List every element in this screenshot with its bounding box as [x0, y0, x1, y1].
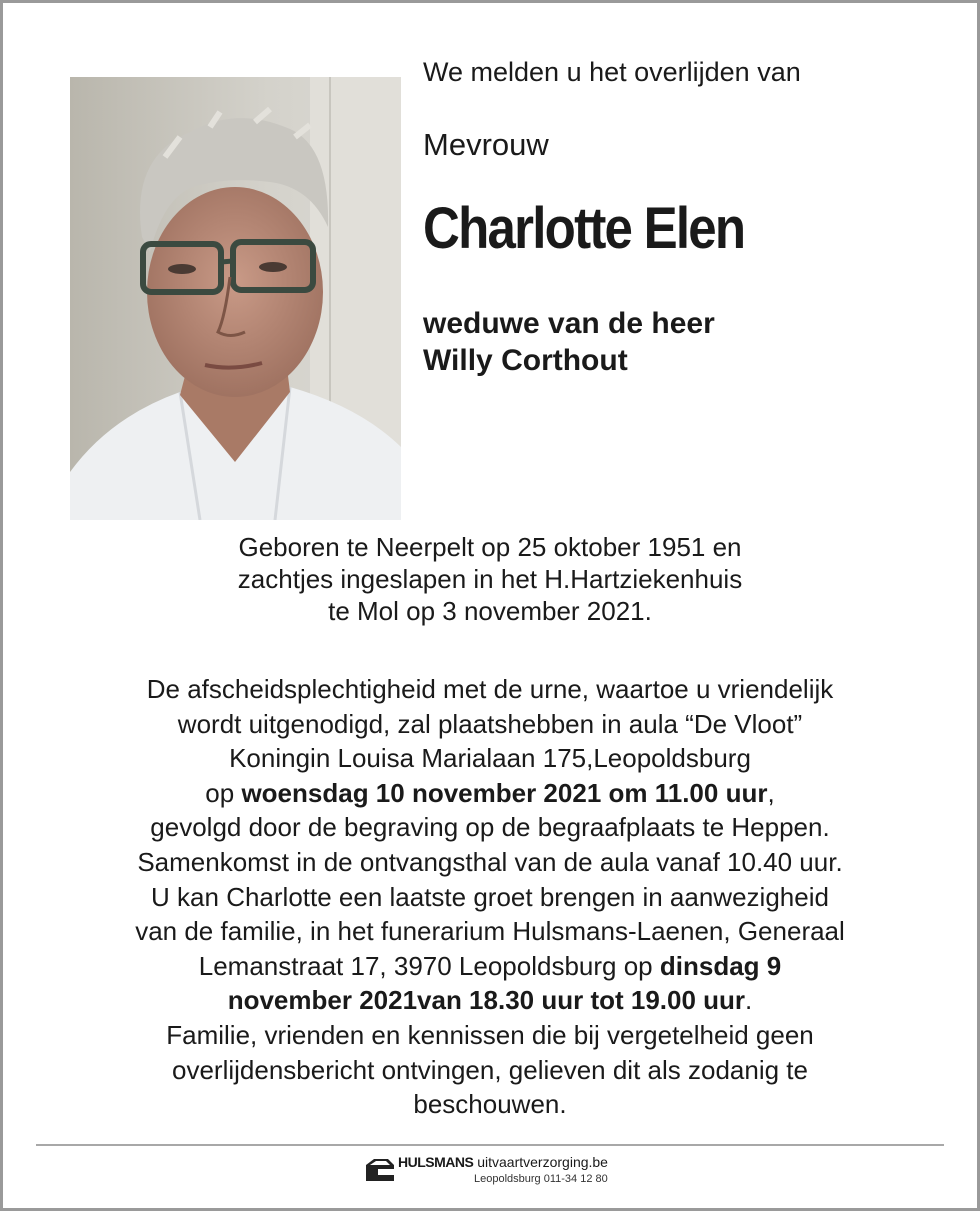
footer-divider: [36, 1144, 944, 1146]
details-line: Samenkomst in de ontvangsthal van de aula vanaf 10.40 uur.: [137, 846, 843, 877]
brand-domain: uitvaartverzorging.be: [477, 1154, 608, 1170]
details-line: beschouwen.: [413, 1089, 567, 1120]
hulsmans-logo-icon: [364, 1155, 396, 1183]
details-line: gevolgd door de begraving op de begraafplaats te Heppen.: [150, 812, 830, 843]
details-line: [0, 776, 980, 811]
details-line: wordt uitgenodigd, zal plaatshebben in aula “De Vloot”: [177, 708, 803, 739]
intro-text: We melden u het overlijden van: [423, 57, 801, 87]
details-text: op: [205, 777, 242, 808]
details-text: Lemanstraat 17, 3970 Leopoldsburg op: [198, 950, 660, 981]
honorific: Mevrouw: [423, 127, 549, 162]
deceased-name: Charlotte Elen: [423, 196, 745, 261]
portrait-photo: [70, 77, 401, 520]
born-line-1: Geboren te Neerpelt op 25 oktober 1951 en: [238, 532, 742, 562]
funeral-home-brand: [398, 1154, 608, 1171]
details-line: [0, 949, 980, 984]
funeral-home-address: Leopoldsburg 011-34 12 80: [474, 1173, 608, 1185]
details-line: U kan Charlotte een laatste groet brengen in aanwezigheid: [151, 881, 829, 912]
details-text: .: [745, 985, 753, 1016]
widow-line-1: weduwe van de heer: [423, 307, 715, 340]
details-text: ,: [767, 777, 775, 808]
details-line: overlijdensbericht ontvingen, gelieven dit als zodanig te: [172, 1054, 808, 1085]
visitation-date: dinsdag 9: [659, 950, 782, 981]
born-line-2: zachtjes ingeslapen in het H.Hartziekenhuis: [237, 564, 743, 594]
details-line: De afscheidsplechtigheid met de urne, waartoe u vriendelijk: [146, 674, 834, 704]
ceremony-date: woensdag 10 november 2021 om 11.00 uur: [241, 777, 768, 808]
birth-death-info: [0, 531, 980, 627]
details-line: Familie, vrienden en kennissen die bij vergetelheid geen: [166, 1019, 814, 1050]
details-line: [0, 983, 980, 1018]
widow-info: [423, 305, 715, 379]
brand-name: HULSMANS: [398, 1154, 474, 1170]
visitation-time: november 2021van 18.30 uur tot 19.00 uur: [227, 985, 746, 1016]
ceremony-details: [0, 672, 980, 1122]
born-line-3: te Mol op 3 november 2021.: [328, 596, 652, 626]
details-line: van de familie, in het funerarium Hulsmans-Laenen, Generaal: [135, 916, 845, 947]
details-line: Koningin Louisa Marialaan 175,Leopoldsburg: [229, 743, 751, 774]
funeral-home-footer: [364, 1153, 624, 1187]
widow-line-2: Willy Corthout: [423, 344, 628, 377]
